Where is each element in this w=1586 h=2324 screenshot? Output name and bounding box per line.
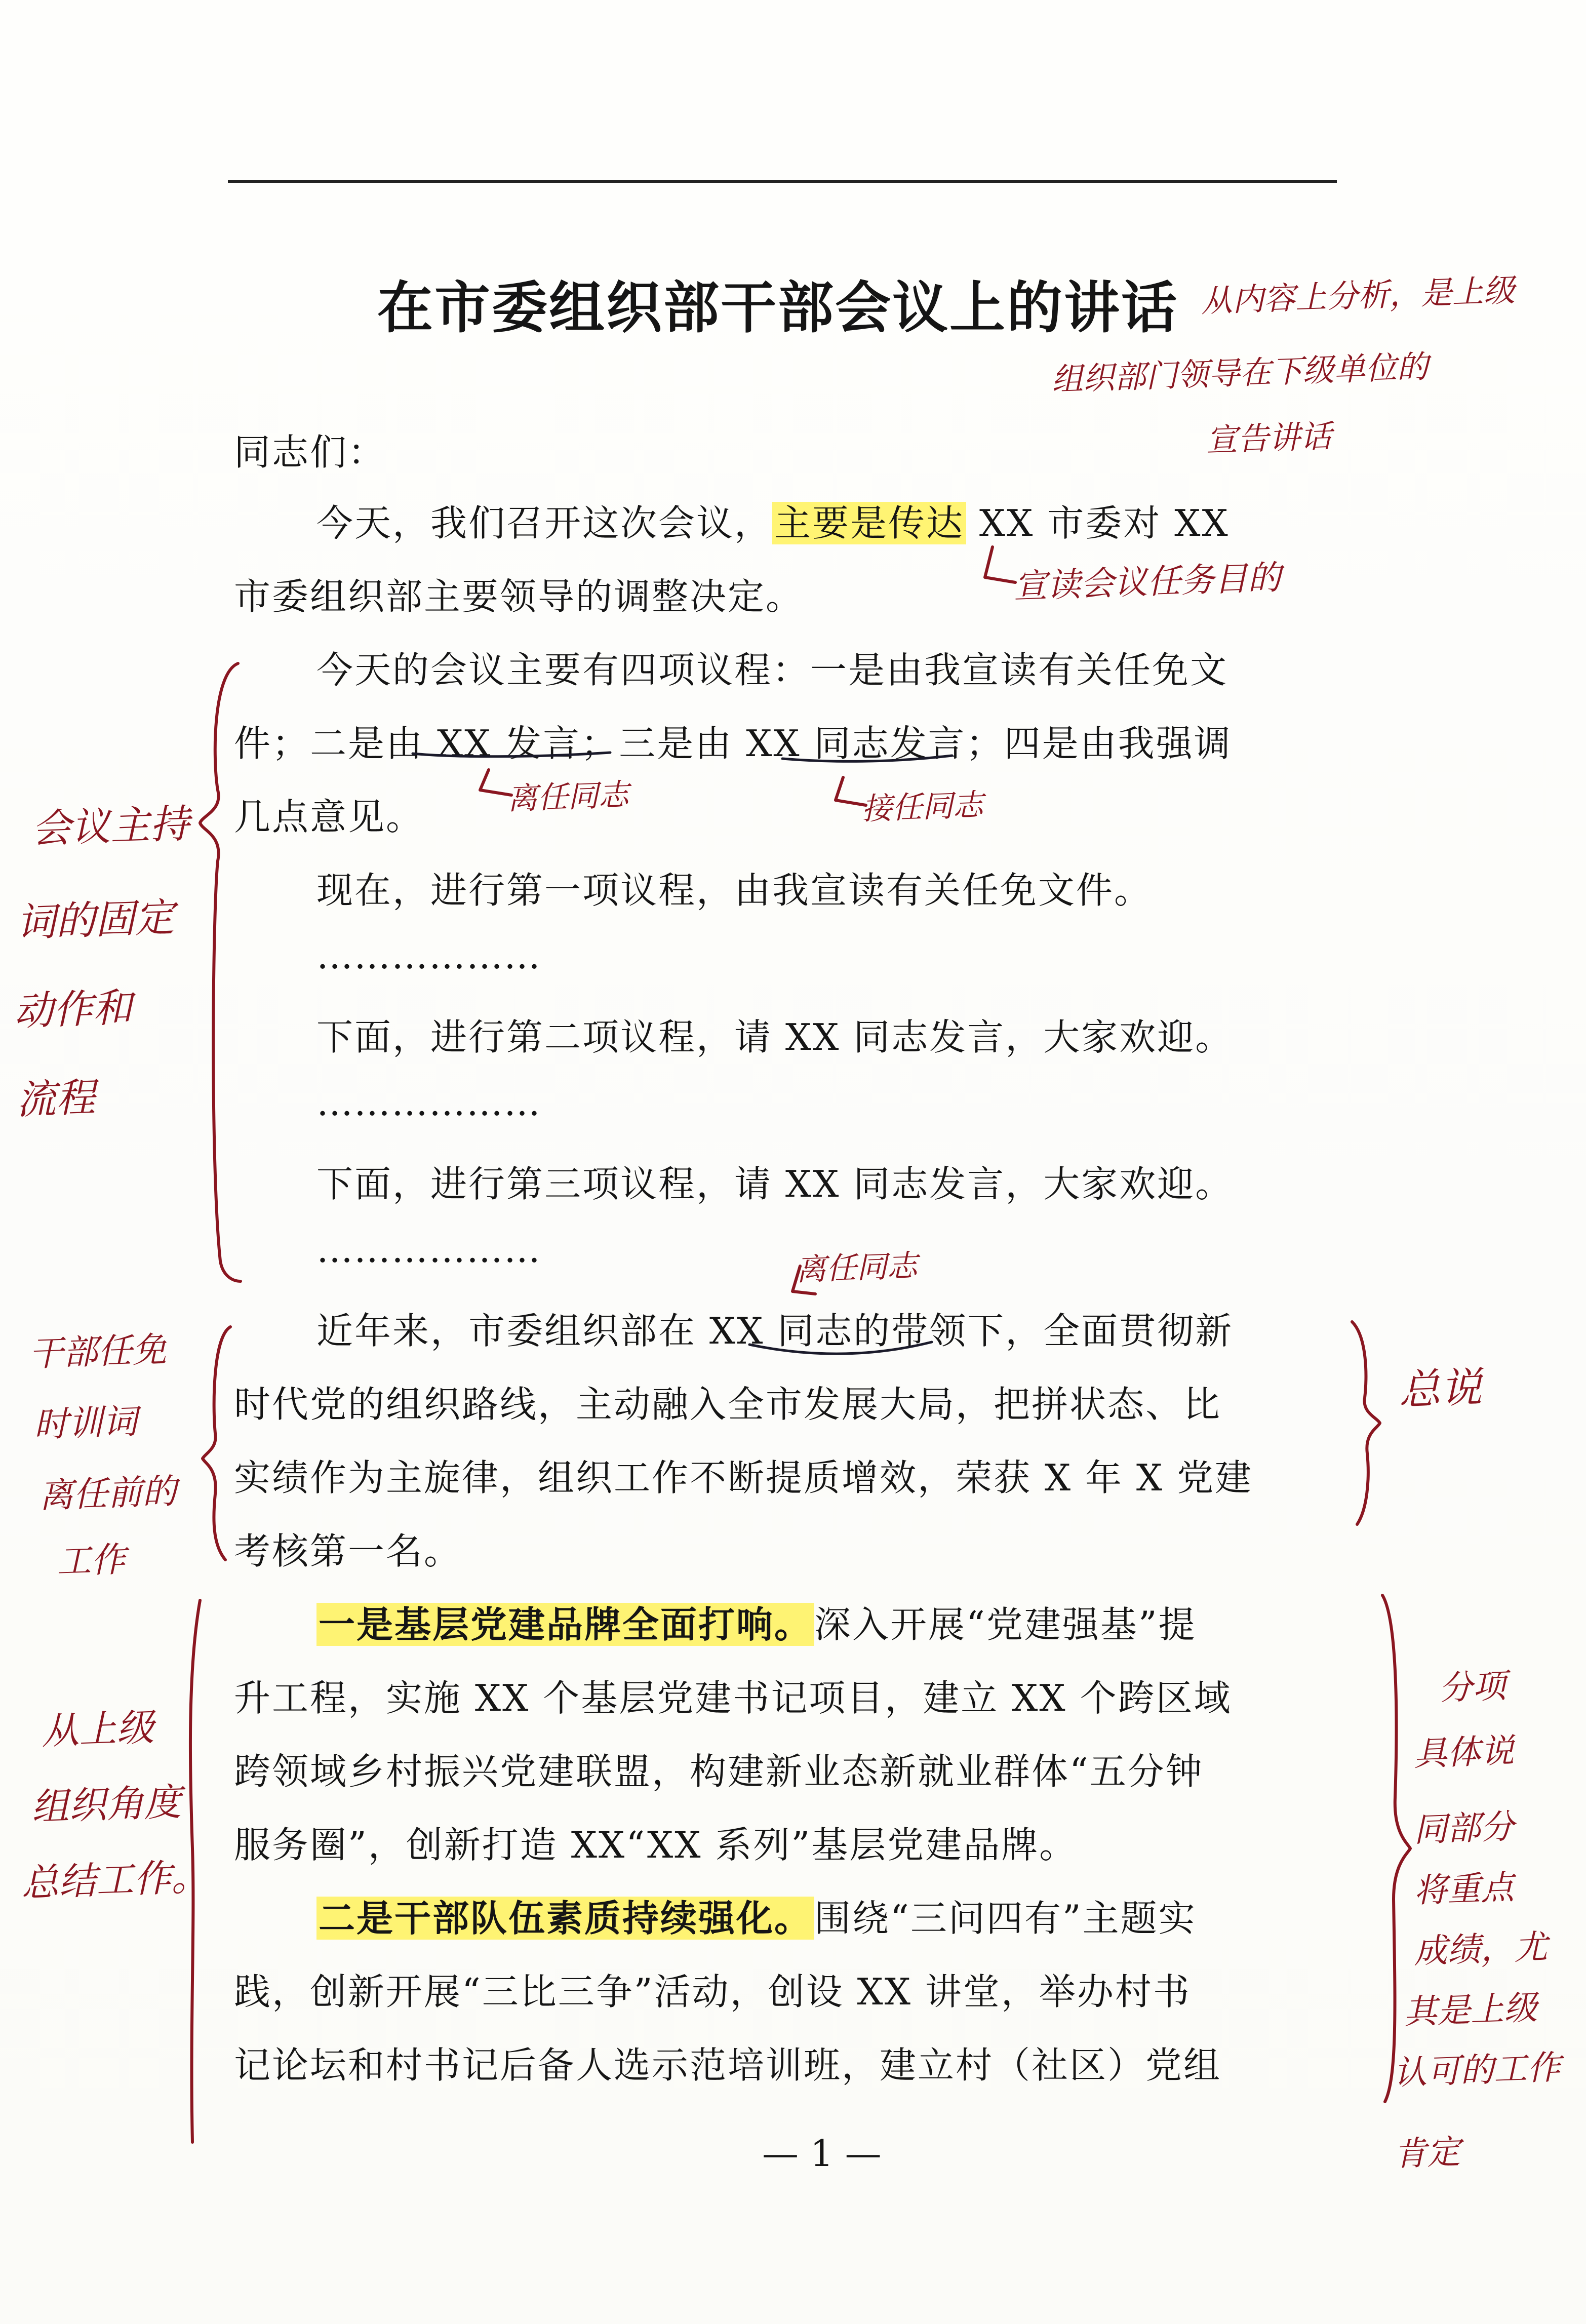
agenda-item-2: 下面，进行第二项议程，请 XX 同志发言，大家欢迎。 xyxy=(316,1016,1234,1058)
bracket-summary-right xyxy=(1352,1322,1380,1524)
salutation: 同志们： xyxy=(234,431,386,474)
paragraph-7-line-1 xyxy=(316,1595,1197,1648)
agenda-item-3: 下面，进行第三项议程，请 XX 同志发言，大家欢迎。 xyxy=(316,1163,1234,1205)
paragraph-8-line-1 xyxy=(316,1889,1197,1942)
note-left-3: 动作和 xyxy=(13,984,133,1035)
note-title-3: 宣告讲话 xyxy=(1205,417,1332,459)
paragraph-7-line-3: 跨领域乡村振兴党建联盟，构建新业态新就业群体“五分钟 xyxy=(234,1750,1204,1793)
note-right-low-1: 分项 xyxy=(1438,1666,1507,1708)
paragraph-1-line-2: 市委组织部主要领导的调整决定。 xyxy=(234,575,804,618)
note-right-low-3: 同部分 xyxy=(1413,1807,1515,1849)
paragraph-7-line-4: 服务圈”，创新打造 XX“XX 系列”基层党建品牌。 xyxy=(234,1824,1078,1866)
note-left-low-3: 总结工作。 xyxy=(20,1855,210,1905)
ellipsis-3: ……………… xyxy=(316,1228,541,1271)
paragraph-2-line-2: 件；二是由 XX 发言；三是由 XX 同志发言；四是由我强调 xyxy=(234,722,1232,765)
p7-text: 深入开展“党建强基”提 xyxy=(814,1603,1197,1646)
note-left-mid-1: 干部任免 xyxy=(28,1329,168,1374)
p8-text: 围绕“三问四有”主题实 xyxy=(814,1897,1197,1940)
paragraph-2-line-3: 几点意见。 xyxy=(234,796,424,838)
p1-highlight: 主要是传达 xyxy=(772,502,966,544)
note-purpose: 宣读会议任务目的 xyxy=(1013,558,1282,606)
note-right-low-5: 成绩，尤 xyxy=(1413,1927,1549,1971)
paragraph-6-line-3: 实绩作为主旋律，组织工作不断提质增效，荣获 X 年 X 党建 xyxy=(234,1456,1253,1499)
document-title: 在市委组织部干部会议上的讲话 xyxy=(377,275,1178,340)
note-title-1: 从内容上分析，是上级 xyxy=(1200,271,1516,320)
p1-text-a: 今天，我们召开这次会议， xyxy=(316,502,773,544)
note-left-low-1: 从上级 xyxy=(41,1706,155,1753)
note-left-low-2: 组织角度 xyxy=(30,1780,182,1829)
hook-purpose xyxy=(985,547,1015,582)
note-left-2: 词的固定 xyxy=(15,895,175,946)
p1-text-b: XX 市委对 XX xyxy=(966,502,1230,544)
paragraph-6-line-4: 考核第一名。 xyxy=(234,1530,462,1572)
note-left-1: 会议主持 xyxy=(30,801,190,852)
note-above-xx: 离任同志 xyxy=(795,1248,918,1288)
note-right-low-4: 将重点 xyxy=(1413,1868,1515,1910)
paragraph-1-line-1 xyxy=(316,494,1230,546)
note-right-summary: 总说 xyxy=(1398,1363,1483,1414)
note-right-low-7: 认可的工作 xyxy=(1393,2047,1562,2093)
note-right-low-8: 肯定 xyxy=(1393,2132,1461,2174)
note-left-mid-2: 时训词 xyxy=(33,1401,138,1445)
paragraph-8-line-2: 践，创新开展“三比三争”活动，创设 XX 讲堂，举办村书 xyxy=(234,1971,1191,2013)
bracket-summary-left xyxy=(203,1327,230,1560)
ellipsis-1: ……………… xyxy=(316,934,541,977)
ellipsis-2: ……………… xyxy=(316,1081,541,1124)
p7-heading: 一是基层党建品牌全面打响。 xyxy=(316,1603,814,1646)
paragraph-2-line-1: 今天的会议主要有四项议程：一是由我宣读有关任免文 xyxy=(316,649,1228,691)
p8-heading: 二是干部队伍素质持续强化。 xyxy=(316,1897,814,1940)
agenda-item-1: 现在，进行第一项议程，由我宣读有关任免文件。 xyxy=(316,869,1153,912)
header-rule xyxy=(228,180,1337,183)
note-right-low-2: 具体说 xyxy=(1413,1731,1515,1774)
note-left-mid-3: 离任前的 xyxy=(38,1471,178,1516)
paragraph-7-line-2: 升工程，实施 XX 个基层党建书记项目，建立 XX 个跨区域 xyxy=(234,1677,1232,1719)
note-title-2: 组织部门领导在下级单位的 xyxy=(1051,348,1429,398)
note-left-mid-4: 工作 xyxy=(56,1540,127,1582)
note-left-4: 流程 xyxy=(15,1075,96,1123)
note-right-low-6: 其是上级 xyxy=(1403,1988,1538,2032)
page-number: — 1 — xyxy=(762,2132,882,2175)
paragraph-6-line-1: 近年来，市委组织部在 XX 同志的带领下，全面贯彻新 xyxy=(316,1310,1234,1352)
paragraph-6-line-2: 时代党的组织路线，主动融入全市发展大局，把拼状态、比 xyxy=(234,1383,1222,1426)
paragraph-8-line-3: 记论坛和村书记后备人选示范培训班，建立村（社区）党组 xyxy=(234,2044,1222,2086)
note-incoming: 接任同志 xyxy=(861,787,984,827)
note-former: 离任同志 xyxy=(506,777,629,817)
